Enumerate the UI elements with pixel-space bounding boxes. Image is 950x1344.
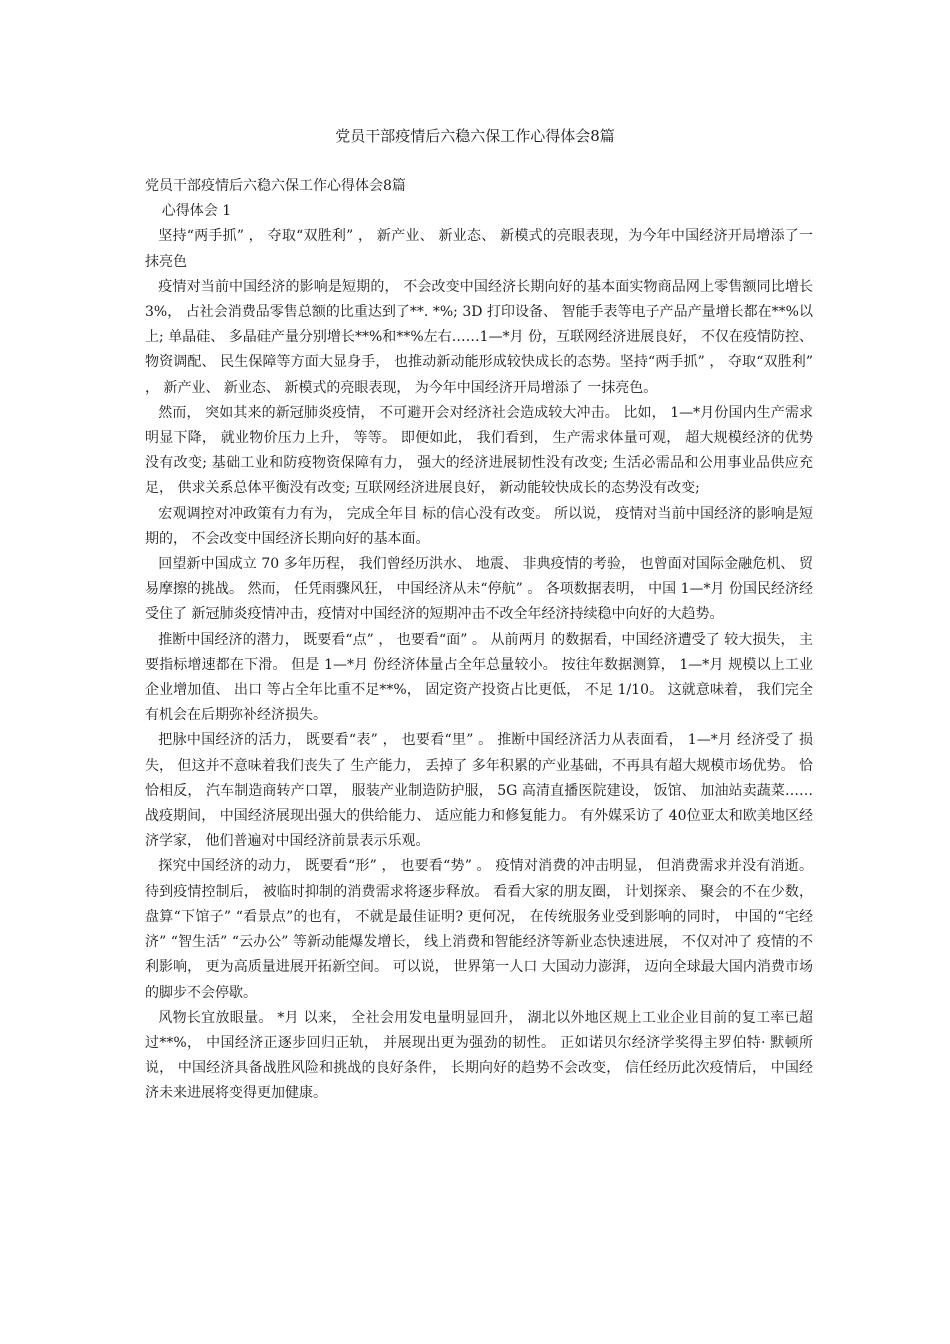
body-paragraph: 推断中国经济的潜力， 既要看“点” ， 也要看“面” 。 从前两月 的数据看，中国经济遭受了 较大损失， 主要指标增速都在下滑。 但是 1—*月 份经济体量占全年总量较小。 按往年数据测算， 1—*月 规模以上工业企业增加值、 出口 等占全年比重不足**%， 固定资产投资占比更低， 不足 1/10。 这就意味着， 我们完全有机会在后期弥补经济损失。	[145, 631, 813, 724]
document-title: 党员干部疫情后六稳六保工作心得体会8篇	[335, 127, 615, 145]
body-paragraph: 风物长宜放眼量。 *月 以来， 全社会用发电量明显回升， 湖北以外地区规上工业企业目前的复工率已超过**%， 中国经济正逐步回归正轨， 并展现出更为强劲的韧性。 正如诺贝尔经济学奖得主罗伯特· 默顿所说， 中国经济具备战胜风险和挑战的良好条件， 长期向好的趋势不会改变， 信任经历此次疫情后， 中国经济未来进展将变得更加健康。	[145, 1009, 813, 1102]
body-paragraph: 坚持“两手抓” ， 夺取“双胜利” ， 新产业、 新业态、 新模式的亮眼表现，为今年中国经济开局增添了一抹亮色	[145, 228, 813, 270]
body-paragraph: 探究中国经济的动力， 既要看“形” ， 也要看“势” 。 疫情对消费的冲击明显， 但消费需求并没有消逝。 待到疫情控制后， 被临时抑制的消费需求将逐步释放。 看看大家的朋友圈， 计划探亲、 聚会的不在少数， 盘算“下馆子” “看景点”的也有， 不就是最佳证明? 更何况， 在传统服务业受到影响的同时， 中国的“宅经济” “智生活” “云办公” 等新动能爆发增长， 线上消费和智能经济等新业态快速进展， 不仅对冲了 疫情的不利影响， 更为高质量进展开拓新空间。 可以说， 世界第一人口 大国动力澎湃， 迈向全球最大国内消费市场的脚步不会停歇。	[145, 858, 813, 1001]
document-body	[145, 174, 813, 1107]
section-heading: 心得体会 1	[161, 203, 232, 220]
body-paragraph: 宏观调控对冲政策有力有为， 完成全年目 标的信心没有改变。 所以说， 疫情对当前中国经济的影响是短期的， 不会改变中国经济长期向好的基本面。	[145, 505, 813, 547]
body-paragraph: 把脉中国经济的活力， 既要看“表” ， 也要看“里” 。 推断中国经济活力从表面看， 1—*月 经济受了 损失， 但这并不意味着我们丧失了 生产能力， 丢掉了 多年积累的产业基础，不再具有超大规模市场优势。 恰恰相反， 汽车制造商转产口罩， 服装产业制造防护服， 5G 高清直播医院建设， 饭馆、 加油站卖蔬菜……战疫期间， 中国经济展现出强大的供给能力、 适应能力和修复能力。 有外媒采访了 40位亚太和欧美地区经济学家， 他们普遍对中国经济前景表示乐观。	[145, 732, 813, 850]
body-paragraph: 回望新中国成立 70 多年历程， 我们曾经历洪水、 地震、 非典疫情的考验， 也曾面对国际金融危机、 贸易摩擦的挑战。 然而， 任凭雨骤风狂， 中国经济从未“停航” 。 各项数据表明， 中国 1—*月 份国民经济经受住了 新冠肺炎疫情冲击，疫情对中国经济的短期冲击不改全年经济持续稳中向好的大趋势。	[145, 556, 813, 623]
body-paragraph: 疫情对当前中国经济的影响是短期的， 不会改变中国经济长期向好的基本面实物商品网上零售额同比增长 3%， 占社会消费品零售总额的比重达到了**. *%; 3D 打印设备、 智能手表等电子产品产量增长都在**%以上; 单晶硅、 多晶硅产量分别增长**%和**%左右……1—*月 份，互联网经济进展良好， 不仅在疫情防控、 物资调配、 民生保障等方面大显身手， 也推动新动能形成较快成长的态势。坚持“两手抓” ， 夺取“双胜利” ， 新产业、 新业态、 新模式的亮眼表现， 为今年中国经济开局增添了 一抹亮色。	[145, 278, 813, 396]
body-paragraph: 然而， 突如其来的新冠肺炎疫情， 不可避开会对经济社会造成较大冲击。 比如， 1—*月份国内生产需求明显下降， 就业物价压力上升， 等等。 即便如此， 我们看到， 生产需求体量可观， 超大规模经济的优势没有改变; 基础工业和防疫物资保障有力， 强大的经济进展韧性没有改变; 生活必需品和公用事业品供应充足， 供求关系总体平衡没有改变; 互联网经济进展良好， 新动能较快成长的态势没有改变;	[145, 404, 813, 497]
document-subtitle: 党员干部疫情后六稳六保工作心得体会8篇	[145, 178, 406, 194]
